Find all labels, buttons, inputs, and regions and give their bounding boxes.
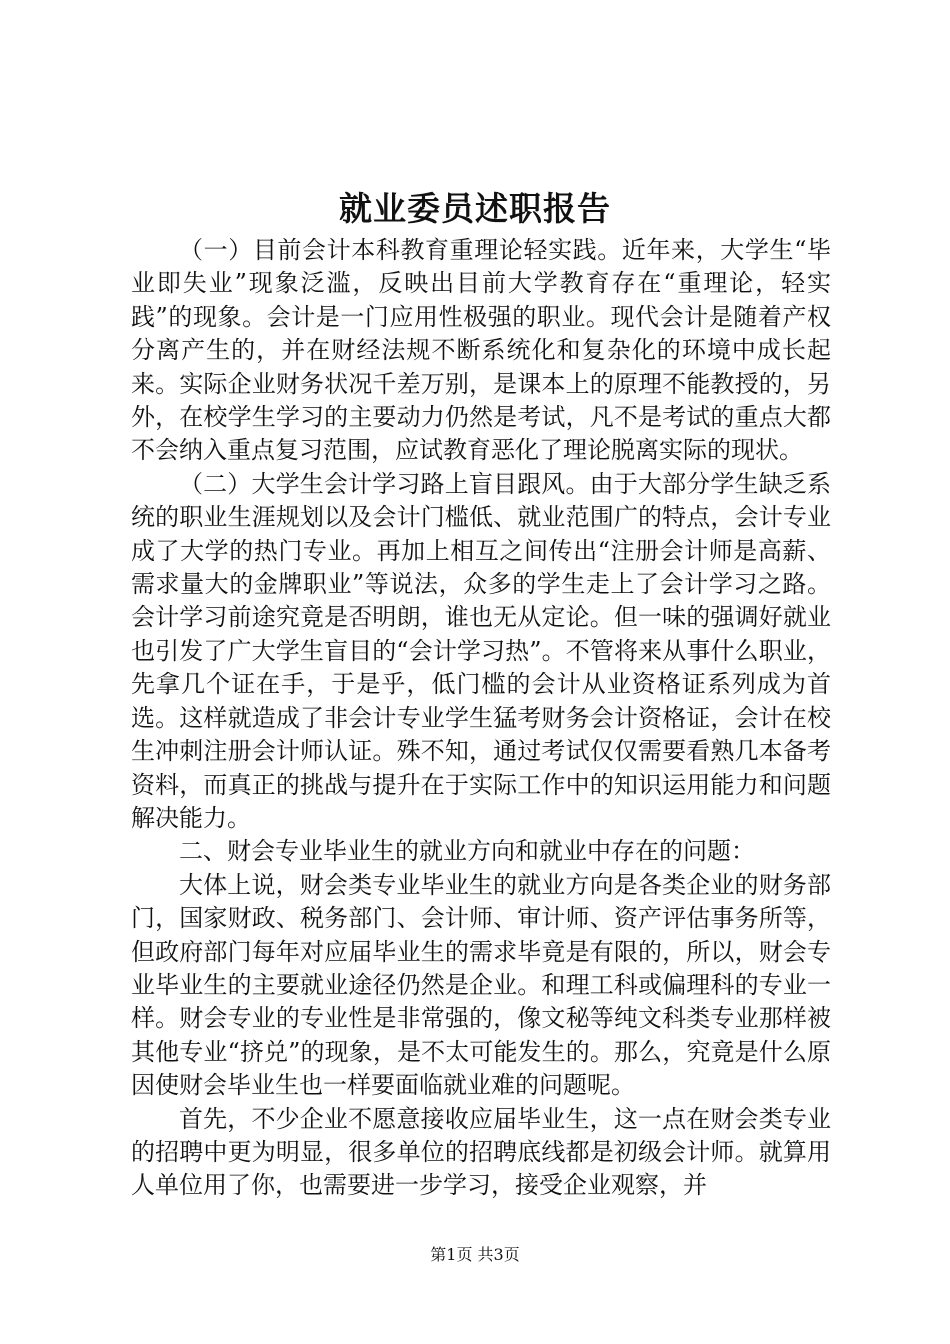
paragraph-3: 大体上说，财会类专业毕业生的就业方向是各类企业的财务部门，国家财政、税务部门、会计师、审计师、资产评估事务所等，但政府部门每年对应届毕业生的需求毕竟是有限的，所以，财会专业毕业生的主要就业途径仍然是企业。和理工科或偏理科的专业一样。财会专业的专业性是非常强的，像文秘等纯文科类专业那样被其他专业“挤兑”的现象，是不太可能发生的。那么，究竟是什么原因使财会毕业生也一样要面临就业难的问题呢。 [131,870,831,1100]
paragraph-2: （二）大学生会计学习路上盲目跟风。由于大部分学生缺乏系统的职业生涯规划以及会计门槛低、就业范围广的特点，会计专业成了大学的热门专业。再加上相互之间传出“注册会计师是高薪、需求量大的金牌职业”等说法，众多的学生走上了会计学习之路。会计学习前途究竟是否明朗，谁也无从定论。但一味的强调好就业也引发了广大学生盲目的“会计学习热”。不管将来从事什么职业，先拿几个证在手，于是乎，低门槛的会计从业资格证系列成为首选。这样就造成了非会计专业学生猛考财务会计资格证，会计在校生冲刺注册会计师认证。殊不知，通过考试仅仅需要看熟几本备考资料，而真正的挑战与提升在于实际工作中的知识运用能力和问题解决能力。 [131,469,831,832]
paragraph-4: 首先，不少企业不愿意接收应届毕业生，这一点在财会类专业的招聘中更为明显，很多单位的招聘底线都是初级会计师。就算用人单位用了你，也需要进一步学习，接受企业观察，并 [131,1104,831,1200]
paragraph-1: （一）目前会计本科教育重理论轻实践。近年来，大学生“毕业即失业”现象泛滥，反映出目前大学教育存在“重理论，轻实践”的现象。会计是一门应用性极强的职业。现代会计是随着产权分离产生的，并在财经法规不断系统化和复杂化的环境中成长起来。实际企业财务状况千差万别，是课本上的原理不能教授的，另外，在校学生学习的主要动力仍然是考试，凡不是考试的重点大都不会纳入重点复习范围，应试教育恶化了理论脱离实际的现状。 [131,236,831,465]
page-footer: 第1页 共3页 [430,1245,520,1264]
document-title: 就业委员述职报告 [339,189,611,228]
section-heading: 二、财会专业毕业生的就业方向和就业中存在的问题： [179,837,755,866]
document-body [131,234,831,1203]
